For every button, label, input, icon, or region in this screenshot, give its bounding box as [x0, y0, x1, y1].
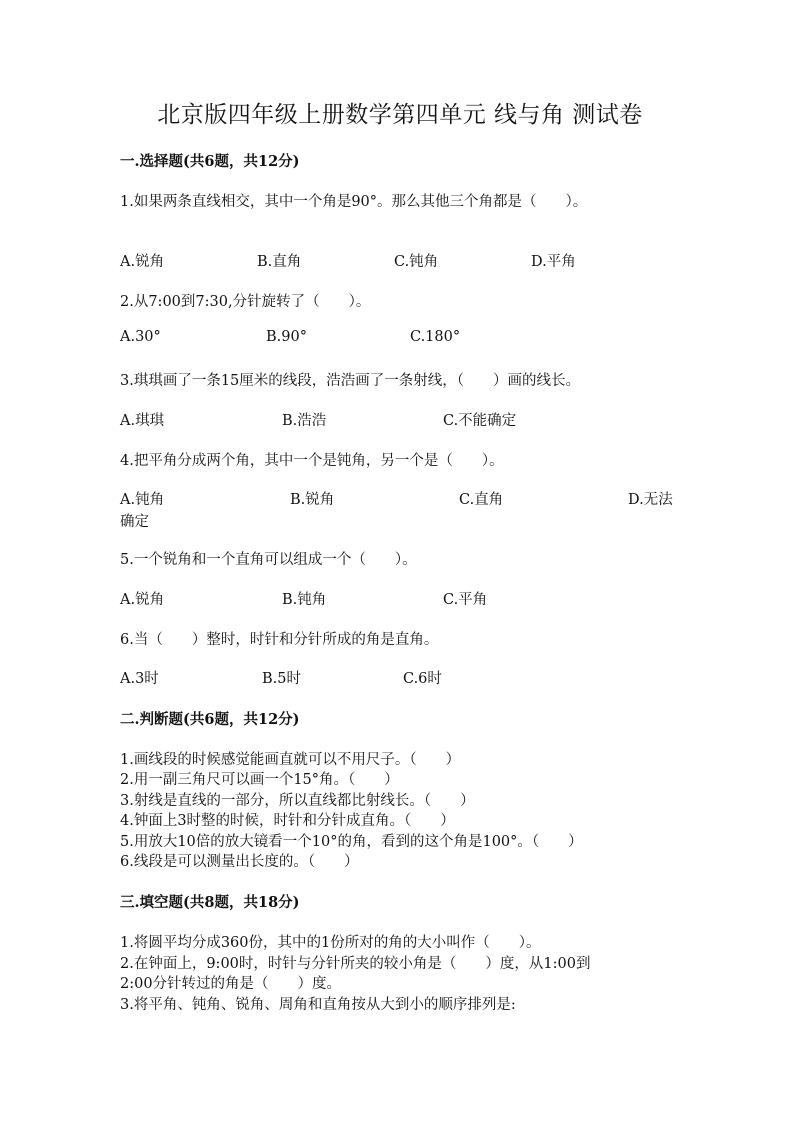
tf-item-5: 5.用放大10倍的放大镜看一个10°的角，看到的这个角是100°。（ ）	[120, 834, 583, 850]
question-6-stem: 6.当（ ）整时，时针和分针所成的角是直角。	[120, 632, 439, 648]
question-2-stem: 2.从7:00到7:30,分针旋转了（ ）。	[120, 294, 371, 310]
tf-item-1: 1.画线段的时候感觉能画直就可以不用尺子。（ ）	[120, 752, 461, 768]
q4-option-c: C.直角	[459, 492, 504, 508]
question-1-stem: 1.如果两条直线相交，其中一个角是90°。那么其他三个角都是（ ）。	[120, 194, 588, 210]
page-title: 北京版四年级上册数学第四单元 线与角 测试卷	[157, 102, 643, 128]
fill-item-3: 3.将平角、钝角、锐角、周角和直角按从大到小的顺序排列是:	[120, 997, 516, 1013]
q1-option-c: C.钝角	[394, 254, 439, 270]
tf-item-6: 6.线段是可以测量出长度的。（ ）	[120, 854, 359, 870]
question-5-stem: 5.一个锐角和一个直角可以组成一个（ ）。	[120, 552, 417, 568]
section-heading-choice: 一.选择题(共6题，共12分)	[120, 153, 300, 170]
question-3-stem: 3.琪琪画了一条15厘米的线段，浩浩画了一条射线，（ ）画的线长。	[120, 373, 581, 389]
fill-item-2: 2.在钟面上，9:00时，时针与分针所夹的较小角是（ ）度，从1:00到	[120, 956, 591, 972]
tf-item-3: 3.射线是直线的一部分，所以直线都比射线长。（ ）	[120, 793, 475, 809]
fill-item-2-cont: 2:00分针转过的角是（ ）度。	[120, 976, 342, 992]
q1-option-d: D.平角	[531, 254, 576, 270]
q4-option-b: B.锐角	[290, 492, 335, 508]
q2-option-c: C.180°	[410, 329, 461, 345]
q3-option-c: C.不能确定	[443, 413, 517, 429]
q2-option-b: B.90°	[266, 329, 307, 345]
section-heading-fill-blank: 三.填空题(共8题，共18分)	[120, 894, 300, 911]
q3-option-a: A.琪琪	[120, 413, 165, 429]
q5-option-c: C.平角	[443, 592, 488, 608]
question-4-stem: 4.把平角分成两个角，其中一个是钝角，另一个是（ ）。	[120, 453, 504, 469]
q1-option-b: B.直角	[257, 254, 302, 270]
tf-item-4: 4.钟面上3时整的时候，时针和分针成直角。（ ）	[120, 813, 455, 829]
q6-option-a: A.3时	[120, 671, 159, 687]
q2-option-a: A.30°	[120, 329, 161, 345]
q4-option-d-wrap: 确定	[120, 514, 149, 530]
q4-option-a: A.钝角	[120, 492, 165, 508]
q6-option-b: B.5时	[262, 671, 301, 687]
tf-item-2: 2.用一副三角尺可以画一个15°角。（ ）	[120, 772, 399, 788]
q6-option-c: C.6时	[403, 671, 442, 687]
fill-item-1: 1.将圆平均分成360份，其中的1份所对的角的大小叫作（ ）。	[120, 935, 541, 951]
section-heading-true-false: 二.判断题(共6题，共12分)	[120, 711, 300, 728]
q3-option-b: B.浩浩	[282, 413, 327, 429]
q1-option-a: A.锐角	[120, 254, 165, 270]
q4-option-d: D.无法	[628, 492, 673, 508]
q5-option-b: B.钝角	[282, 592, 327, 608]
q5-option-a: A.锐角	[120, 592, 165, 608]
